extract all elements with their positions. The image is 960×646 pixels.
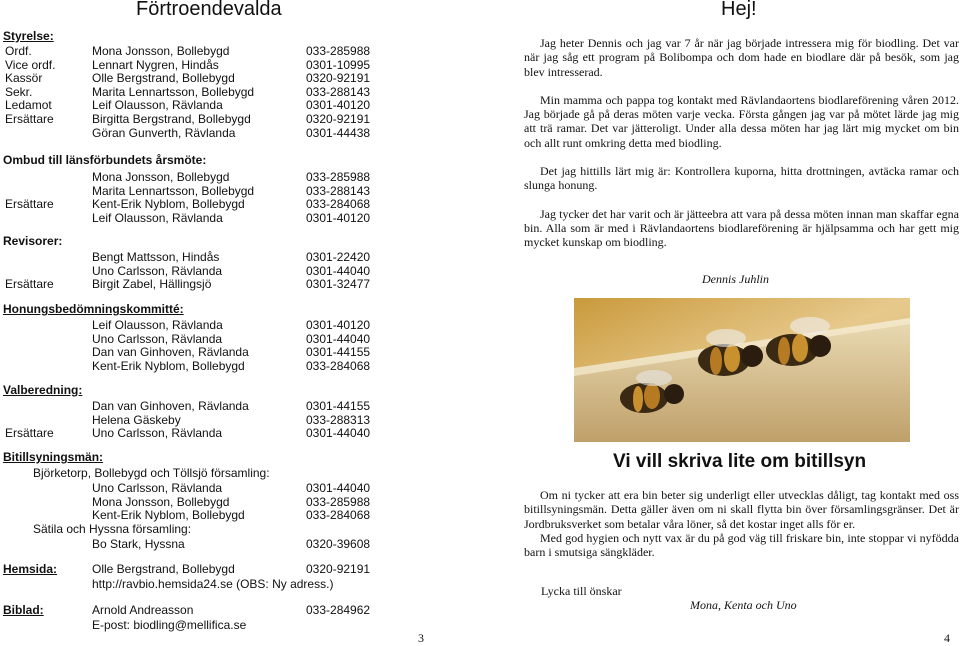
entry-role: Ordf. — [5, 44, 32, 58]
entry-name: Leif Olausson, Rävlanda — [92, 98, 223, 113]
paragraph: Jag tycker det har varit och är jätteebra att vara på dessa möten innan man skaffar egna bin. Alla som är med i Rävlandaortens biodlareförening är hjälpsamma och har gett mig mycket kunskap om biodling. — [524, 206, 959, 250]
entry-phone: 033-285988 — [306, 170, 371, 184]
entry-role: Ledamot — [5, 98, 52, 113]
entry-phone: 0301-40120 — [306, 318, 371, 332]
paragraph: Jag heter Dennis och jag var 7 år när jag började intressera mig för biodling. Det var när jag såg ett program på Bolibompa och dom hade en biodlare där på besök, som jag blev intresserad. — [524, 36, 959, 79]
valberedning-heading: Valberedning: — [3, 383, 83, 397]
entry-phone: 0301-44155 — [306, 345, 371, 360]
ombud-heading: Ombud till länsförbundets årsmöte: — [3, 153, 207, 167]
entry-role: Sekr. — [5, 84, 33, 99]
entry-phone: 0301-40120 — [306, 98, 371, 113]
entry-name: Marita Lennartsson, Bollebygd — [92, 183, 255, 198]
entry-phone: 0301-44040 — [306, 263, 371, 278]
hemsida-label: Hemsida: — [3, 562, 58, 576]
page-number-right: 4 — [944, 631, 950, 645]
entry-role: Ersättare — [5, 112, 54, 126]
paragraph: Det jag hittills lärt mig är: Kontrollera kuporna, hitta drottningen, avtäcka ramar och slunga honung. — [524, 164, 959, 193]
entry-phone: 033-288313 — [306, 412, 371, 427]
signature-dennis: Dennis Juhlin — [702, 272, 769, 286]
entry-phone: 033-284068 — [306, 508, 371, 523]
entry-name: Helena Gäskeby — [92, 412, 181, 427]
entry-name: Leif Olausson, Rävlanda — [92, 210, 223, 225]
entry-phone: 033-288143 — [306, 183, 371, 198]
entry-role: Kassör — [5, 71, 43, 86]
entry-name: Göran Gunverth, Rävlanda — [92, 125, 236, 140]
entry-name: Mona Jonsson, Bollebygd — [92, 170, 230, 184]
entry-phone: 0301-40120 — [306, 210, 371, 225]
bitillsyn-title: Vi vill skriva lite om bitillsyn — [613, 451, 867, 472]
hemsida-url[interactable]: http://ravbio.hemsida24.se (OBS: Ny adress.) — [92, 577, 334, 591]
paragraph: Min mamma och pappa tog kontakt med Rävlandaortens biodlareförening våren 2012. Jag började gå på deras möten varje vecka. Första gången jag var på mötet lärde jag mig att trä ramar. Det var jätteroligt. Under alla dessa möten har jag lärt mig mycket om bin och allt runt omkring detta med biodling. — [524, 92, 959, 150]
biblad-name: Arnold Andreasson — [92, 603, 194, 617]
entry-phone: 0301-44040 — [306, 426, 371, 441]
intro-text — [524, 36, 959, 250]
entry-name: Uno Carlsson, Rävlanda — [92, 426, 223, 441]
hemsida-phone: 0320-92191 — [306, 562, 371, 576]
entry-role: Ersättare — [5, 426, 54, 441]
hemsida-name: Olle Bergstrand, Bollebygd — [92, 562, 235, 576]
entry-name: Olle Bergstrand, Bollebygd — [92, 71, 235, 86]
greeting: Lycka till önskar — [541, 584, 622, 598]
entry-name: Birgit Zabel, Hällingsjö — [92, 277, 212, 292]
entry-phone: 033-288143 — [306, 84, 371, 99]
entry-role: Vice ordf. — [5, 57, 56, 72]
page-title-right: Hej! — [721, 0, 757, 20]
entry-phone: 0301-32477 — [306, 277, 371, 292]
bitillsyn-group2: Sätila och Hyssna församling: — [33, 522, 192, 536]
entry-phone: 033-284068 — [306, 358, 371, 373]
entry-name: Marita Lennartsson, Bollebygd — [92, 84, 255, 99]
entry-phone: 033-285988 — [306, 494, 371, 509]
paragraph: Med god hygien och nytt vax är du på god väg till friskare bin, inte stoppar vi nyfödda barn i smutsiga sängkläder. — [524, 530, 959, 560]
entry-phone: 033-285988 — [306, 44, 371, 58]
entry-name: Uno Carlsson, Rävlanda — [92, 331, 223, 346]
entry-name: Mona Jonsson, Bollebygd — [92, 44, 230, 58]
entry-name: Birgitta Bergstrand, Bollebygd — [92, 112, 251, 126]
revisorer-heading: Revisorer: — [3, 234, 63, 248]
bitillsyn-heading: Bitillsyningsmän: — [3, 450, 104, 464]
entry-name: Dan van Ginhoven, Rävlanda — [92, 399, 249, 413]
biblad-label: Biblad: — [3, 603, 44, 617]
entry-role: Ersättare — [5, 197, 54, 212]
signature-group: Mona, Kenta och Uno — [690, 598, 797, 612]
entry-phone: 0320-92191 — [306, 71, 371, 86]
entry-phone: 0301-22420 — [306, 250, 371, 264]
bitillsyn-text — [524, 488, 959, 559]
entry-name: Kent-Erik Nyblom, Bollebygd — [92, 197, 245, 212]
biblad-phone: 033-284962 — [306, 603, 371, 617]
biblad-email[interactable]: E-post: biodling@mellifica.se — [92, 618, 247, 632]
entry-name: Kent-Erik Nyblom, Bollebygd — [92, 508, 245, 523]
bees-image — [574, 298, 910, 442]
entry-name: Leif Olausson, Rävlanda — [92, 318, 223, 332]
styrelse-heading: Styrelse: — [3, 29, 54, 43]
entry-name: Kent-Erik Nyblom, Bollebygd — [92, 358, 245, 373]
entry-name: Uno Carlsson, Rävlanda — [92, 263, 223, 278]
entry-name: Dan van Ginhoven, Rävlanda — [92, 345, 249, 360]
entry-phone: 0320-92191 — [306, 112, 371, 126]
paragraph: Om ni tycker att era bin beter sig underligt eller utvecklas dåligt, tag kontakt med oss bitillsyningsmän. Detta gäller även om ni skall flytta bin över församlingsgränser. Det är Jordbruksverket som betalar våra löner, så det kostar inget alls för er. — [524, 488, 959, 531]
entry-phone: 033-284068 — [306, 197, 371, 212]
entry-name: Bengt Mattsson, Hindås — [92, 250, 220, 264]
entry-phone: 0301-10995 — [306, 57, 371, 72]
entry-phone: 0301-44438 — [306, 125, 371, 140]
honung-heading: Honungsbedömningskommitté: — [3, 302, 184, 316]
entry-phone: 0301-44040 — [306, 331, 371, 346]
entry-name: Lennart Nygren, Hindås — [92, 57, 219, 72]
entry-phone: 0301-44155 — [306, 399, 371, 413]
bee-photo — [574, 298, 910, 442]
page-title-left: Förtroendevalda — [136, 0, 282, 20]
entry-name: Uno Carlsson, Rävlanda — [92, 481, 223, 495]
entry-role: Ersättare — [5, 277, 54, 292]
page-number-left: 3 — [418, 631, 424, 645]
bitillsyn-group1: Björketorp, Bollebygd och Töllsjö församling: — [33, 466, 270, 480]
entry-phone: 0320-39608 — [306, 537, 371, 551]
entry-name: Bo Stark, Hyssna — [92, 537, 185, 551]
entry-phone: 0301-44040 — [306, 481, 371, 495]
entry-name: Mona Jonsson, Bollebygd — [92, 494, 230, 509]
